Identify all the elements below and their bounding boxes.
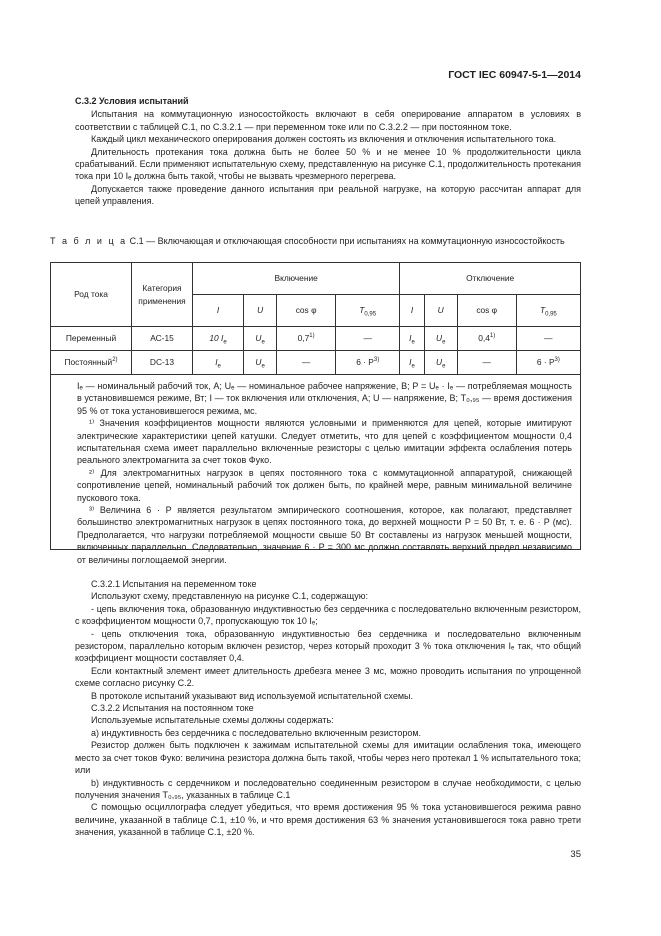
paragraph: Каждый цикл механического оперирования должен состоять из включения и отключения испытательного тока. — [91, 134, 557, 145]
cell-off-I: $I_e$ — [400, 327, 424, 351]
table-caption-text: С.1 — Включающая и отключающая способности при испытаниях на коммутационную износостойкость — [129, 236, 565, 246]
table-footnote-2: ²⁾ Для электромагнитных нагрузок в цепях постоянного тока с коммутационной аппаратурой, снижающей сопротивление цепей, номинальный рабочий ток должен быть, по крайней мере, равным минимальной величине пускового тока. — [77, 467, 572, 503]
subsection-heading: С.3.2.2 Испытания на постоянном токе — [91, 703, 254, 714]
paragraph: С помощью осциллографа следует убедиться, что время достижения 95 % тока установившегося режима равно величине, указанной в таблице С.1, ±10 %, и что время достижения 63 % значения установившегося тока равно трети значения, указанной в таблице С.1, ±20 %. — [75, 802, 581, 838]
sub-T — [336, 295, 400, 327]
cell-on-U: $U_e$ — [244, 327, 277, 351]
document-header: ГОСТ IEC 60947-5-1—2014 — [448, 69, 581, 81]
section-c321-c322 — [75, 578, 581, 839]
table-footnote-1: ¹⁾ Значения коэффициентов мощности являются условными и применяются для цепей, которые имитируют электрические характеристики цепей катушки. Следует отметить, что для цепей с коэффициентом мощности 0,4 испытательная схема имеет параллельно включенные резисторы с целью имитации эффекта ослабления потерь реального электромагнита за счет токов Фуко. — [77, 418, 572, 466]
paragraph: Используют схему, представленную на рисунке С.1, содержащую: — [91, 591, 369, 602]
subsection-heading: С.3.2.1 Испытания на переменном токе — [91, 579, 257, 589]
cell-off-U: $U_e$ — [424, 327, 457, 351]
cell-off-T: $6 \cdot P^{3)}$ — [516, 351, 580, 375]
group-off-header: Отключение — [400, 263, 581, 295]
cell-category: DC-13 — [132, 351, 193, 375]
col-kind-header: Род тока — [51, 263, 132, 327]
paragraph: Испытания на коммутационную износостойкость включают в себя оперирование аппаратом в условиях в соответствии с таблицей С.1, по С.3.2.1 — при переменном токе или по С.3.2.2 — при постоянном токе. — [75, 109, 581, 132]
table-caption-label: Т а б л и ц а — [50, 236, 128, 246]
paragraph: Если контактный элемент имеет длительность дребезга менее 3 мс, можно проводить испытания по упрощенной схеме согласно рисунку С.2. — [75, 665, 581, 689]
page-number: 35 — [570, 849, 581, 860]
sub-cos: cos φ — [457, 295, 516, 327]
table-caption — [50, 235, 580, 247]
sub-T-index: 0,95 — [545, 311, 557, 318]
cell-on-U: $U_e$ — [244, 351, 277, 375]
paragraph: Используемые испытательные схемы должны содержать: — [91, 715, 334, 726]
cell-on-cos: — — [277, 351, 336, 375]
cell-on-T: — — [336, 327, 400, 351]
sub-I: I — [193, 295, 244, 327]
paragraph: Допускается также проведение данного испытания при реальной нагрузке, на которую рассчитан аппарат для цепей управления. — [75, 183, 581, 207]
table-footnote-3: ³⁾ Величина 6 · P является результатом эмпирического соотношения, которое, как полагают, представляет большинство электромагнитных нагрузок в цепях постоянного тока, до верхней мощности P = 50 Вт, т. е. 6 · P (мс). Предполагается, что нагрузки потребляемой мощности свыше 50 Вт составлены из нагрузок меньшей мощности, включенных параллельно. Следовательно, значение 6 · P = 300 мс должно составлять верхний предел независимо от величины поглощаемой энергии. — [77, 505, 572, 565]
sub-T-symbol: T — [359, 305, 365, 316]
cell-off-cos: 0,4$^{1)}$ — [457, 327, 516, 351]
cell-on-cos: 0,7$^{1)}$ — [277, 327, 336, 351]
cell-kind: Переменный — [51, 327, 132, 351]
table-note-legend: Iₑ — номинальный рабочий ток, А; Uₑ — номинальное рабочее напряжение, В; P = Uₑ · Iₑ — потребляемая мощность в установившемся режиме, Вт; I — ток включения или отключения, А; U — напряжение, В; T₀,₉₅ — время достижения 95 % от тока установившегося режима, мс. — [77, 381, 572, 416]
cell-on-I: $I_e$ — [193, 351, 244, 375]
cell-category: АС-15 — [132, 327, 193, 351]
cell-on-T: $6 \cdot P^{3)}$ — [336, 351, 400, 375]
table-row — [51, 351, 581, 375]
sub-T-symbol: T — [539, 305, 546, 316]
cell-off-U: $U_e$ — [424, 351, 457, 375]
paragraph: В протоколе испытаний указывают вид используемой испытательной схемы. — [91, 690, 414, 701]
cell-off-T: — — [516, 327, 580, 351]
list-item: а) индуктивность без сердечника с последовательно включенным резистором. — [91, 727, 422, 738]
table-row — [51, 327, 581, 351]
table-c1 — [50, 262, 581, 375]
sub-T — [516, 295, 580, 327]
list-item: b) индуктивность с сердечником и последовательно соединенным резистором в случае необходимости, с целью получения значения T₀,₉₅, указанных в таблице С.1 — [75, 777, 581, 800]
table-notes — [50, 374, 581, 565]
sub-T-index: 0,95 — [364, 311, 377, 318]
section-heading: C.3.2 Условия испытаний — [75, 96, 189, 106]
sub-I: I — [400, 295, 424, 327]
section-c32 — [75, 95, 581, 208]
cell-off-cos: — — [457, 351, 516, 375]
cell-on-I: 10 $I_e$ — [193, 327, 244, 351]
sub-cos: cos φ — [277, 295, 336, 327]
list-item: - цепь отключения тока, образованную индуктивностью без сердечника и последовательно включенным резистором, параллельно которым включен резистор, через который проходит 3 % тока отключения Iₑ так, что общий коэффициент мощности составляет 0,4. — [75, 628, 581, 664]
cell-off-I: $I_e$ — [400, 351, 424, 375]
paragraph: Длительность протекания тока должна быть не более 50 % и не менее 10 % продолжительности цикла срабатываний. Если применяют испытательную схему, представленную на рисунке С.1, продолжительность протекания тока при 10 Iₑ должна быть такой, чтобы не вызвать чрезмерного перегрева. — [75, 146, 581, 182]
paragraph: Резистор должен быть подключен к зажимам испытательной схемы для имитации ослабления тока, имеющего место за счет токов Фуко: величина резистора должна быть такой, чтобы через него протекал 1 % испытательного тока; или — [75, 740, 581, 776]
list-item: - цепь включения тока, образованную индуктивностью без сердечника с последовательно включенным резистором, с коэффициентом мощности 0,7, пропускающую ток 10 Iₑ; — [75, 603, 581, 627]
sub-U: U — [424, 295, 457, 327]
cell-kind: Постоянный$^{2)}$ — [51, 351, 132, 375]
group-on-header: Включение — [193, 263, 400, 295]
col-category-header: Категория применения — [132, 263, 193, 327]
sub-U: U — [244, 295, 277, 327]
